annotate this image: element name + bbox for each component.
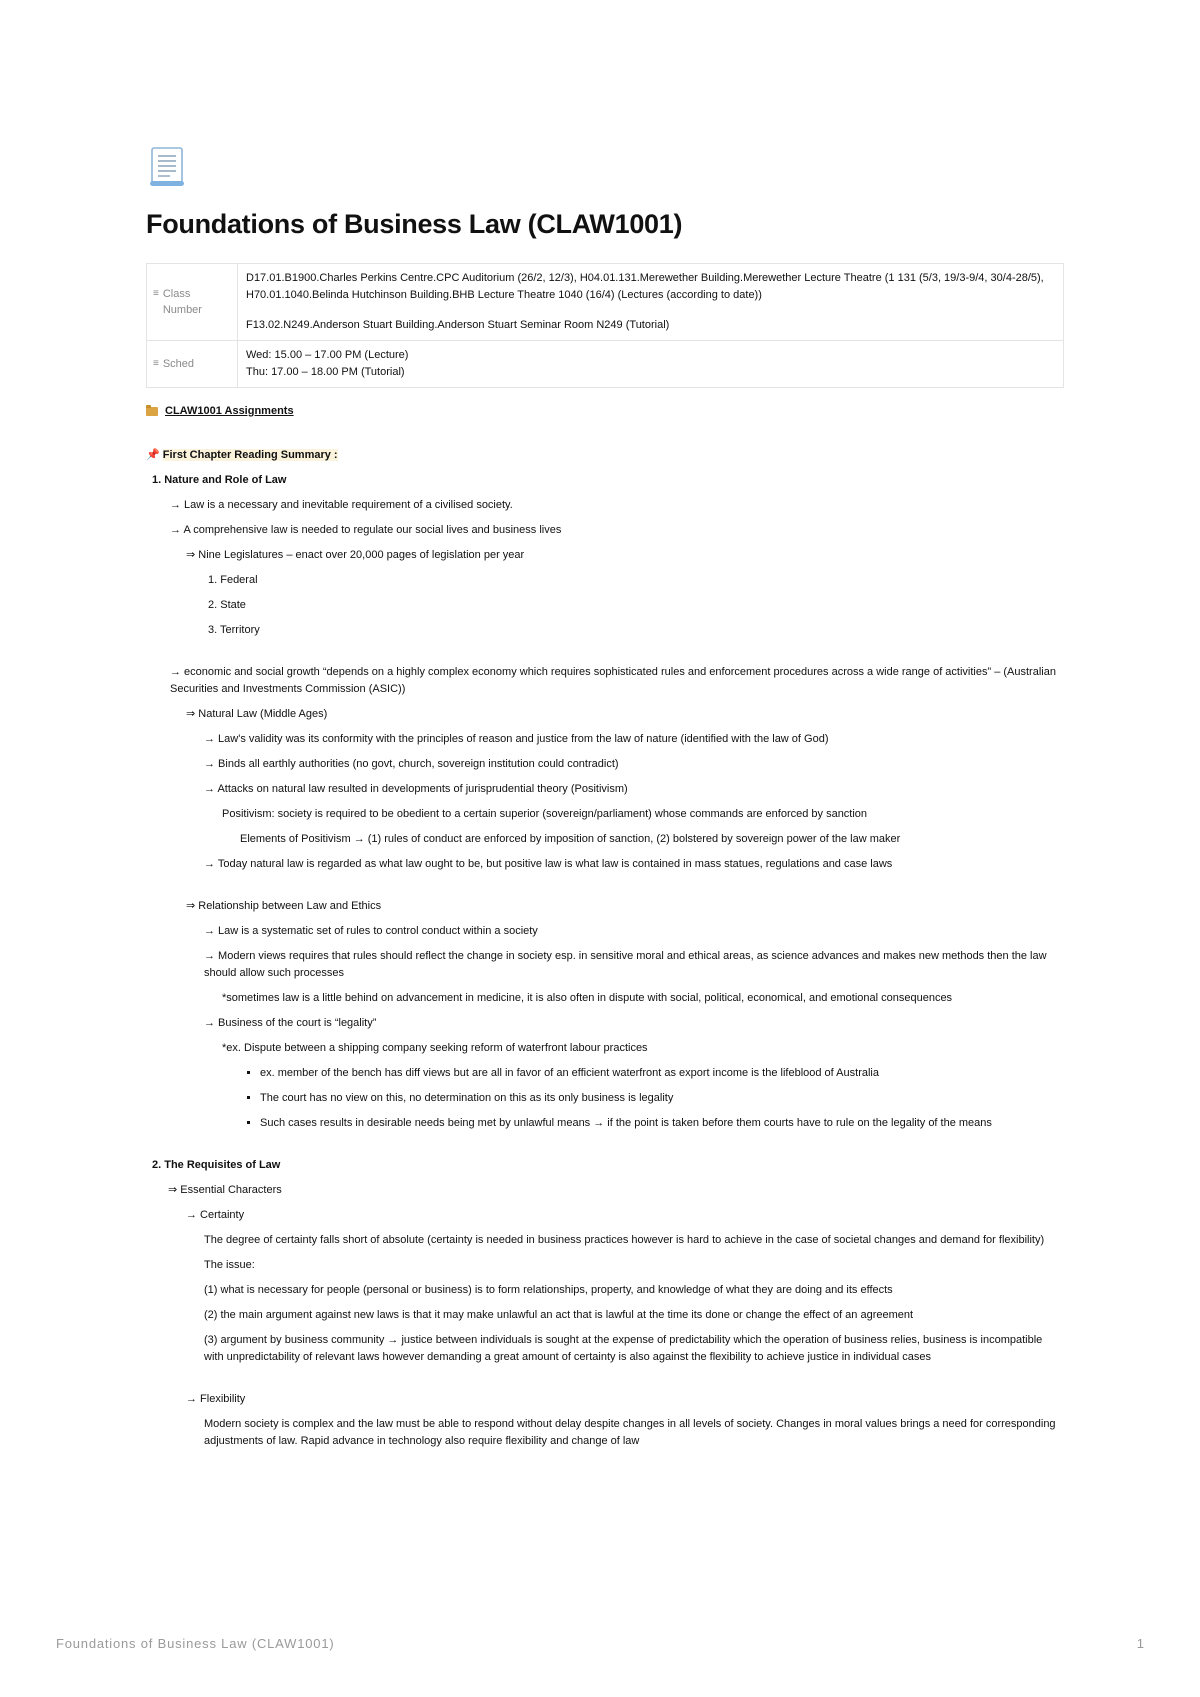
note-line: → A comprehensive law is needed to regulate our social lives and business lives <box>170 524 562 536</box>
note-line: (2) the main argument against new laws is that it may make unlawful an act that is lawful at the time its done or change the effect of an agreement <box>204 1309 914 1321</box>
assignments-link[interactable]: CLAW1001 Assignments <box>165 405 294 417</box>
note-line: → Business of the court is “legality” <box>204 1017 377 1029</box>
note-line: → economic and social growth “depends on a highly complex economy which requires sophisticated rules and enforcement procedures across a wide range of activities” – (Australian Securities and Investments Commission (ASIC)) <box>170 666 1056 695</box>
footer-title: Foundations of Business Law (CLAW1001) <box>56 1636 335 1651</box>
document-icon <box>148 146 188 188</box>
property-name <box>147 264 238 341</box>
page-number: 1 <box>1136 1636 1144 1651</box>
text-property-icon: ≡ <box>153 358 159 369</box>
assignments-link-row <box>146 402 1064 420</box>
list-item: ▪ The court has no view on this, no determination on this as its only business is legality <box>260 1090 1064 1107</box>
note-line: → Certainty <box>186 1209 245 1221</box>
section-callout <box>146 447 1064 464</box>
pushpin-icon: 📌 <box>146 449 160 461</box>
list-item: ▪ Such cases results in desirable needs being met by unlawful means → if the point is taken before them courts have to rule on the legality of the means <box>260 1115 1064 1132</box>
note-line: *sometimes law is a little behind on advancement in medicine, it is also often in dispute with social, political, economical, and emotional consequences <box>222 992 953 1004</box>
page <box>146 146 1064 1458</box>
note-line: (3) argument by business community → justice between individuals is sought at the expense of predictability which the operation of business relies, business is incompatible with unpredictability of relevant laws however demanding a great amount of certainty is also against the flexibility to achieve justice in individual cases <box>204 1334 1043 1363</box>
sched-lecture: Wed: 15.00 – 17.00 PM (Lecture) <box>246 349 409 361</box>
folder-icon <box>146 407 158 416</box>
property-label: Class Number <box>162 288 202 316</box>
property-row-class-number <box>147 264 1064 341</box>
note-line: Modern society is complex and the law must be able to respond without delay despite changes in all levels of society. Changes in moral values brings a need for corresponding adjustments of law. Rapid advance in technology also require flexibility and change of law <box>204 1418 1056 1447</box>
note-line: *ex. Dispute between a shipping company seeking reform of waterfront labour practices <box>222 1042 648 1054</box>
note-line: Elements of Positivism → (1) rules of conduct are enforced by imposition of sanction, (2) bolstered by sovereign power of the law maker <box>240 833 901 845</box>
note-line: The degree of certainty falls short of absolute (certainty is needed in business practices however is hard to achieve in the case of societal changes and demand for flexibility) <box>204 1234 1045 1246</box>
class-number-tutorial: F13.02.N249.Anderson Stuart Building.Anderson Stuart Seminar Room N249 (Tutorial) <box>246 319 670 331</box>
example-list <box>146 1065 1064 1132</box>
note-line: → Modern views requires that rules should reflect the change in society esp. in sensitive moral and ethical areas, as science advances and makes new methods then the law should allow such processes <box>204 950 1047 979</box>
property-row-sched <box>147 341 1064 388</box>
heading-requisites: 2. The Requisites of Law <box>152 1159 281 1171</box>
text-property-icon: ≡ <box>153 288 159 299</box>
note-line: ⇒ Essential Characters <box>168 1184 282 1196</box>
note-line: → Today natural law is regarded as what law ought to be, but positive law is what law is contained in mass statues, regulations and case laws <box>204 858 893 870</box>
note-line: ⇒ Natural Law (Middle Ages) <box>186 708 328 720</box>
callout-text: First Chapter Reading Summary : <box>162 449 338 461</box>
sched-tutorial: Thu: 17.00 – 18.00 PM (Tutorial) <box>246 366 405 378</box>
note-line: → Attacks on natural law resulted in developments of jurisprudential theory (Positivism) <box>204 783 628 795</box>
page-title: Foundations of Business Law (CLAW1001) <box>146 209 683 239</box>
note-line: → Law is a necessary and inevitable requirement of a civilised society. <box>170 499 513 511</box>
note-line: → Law is a systematic set of rules to control conduct within a society <box>204 925 538 937</box>
property-name <box>147 341 238 388</box>
heading-nature-role: 1. Nature and Role of Law <box>152 474 287 486</box>
list-item: 1. Federal <box>208 574 258 586</box>
property-label: Sched <box>162 358 195 370</box>
note-line: → Flexibility <box>186 1393 246 1405</box>
note-line: Positivism: society is required to be obedient to a certain superior (sovereign/parliament) whose commands are enforced by sanction <box>222 808 868 820</box>
notes-body <box>146 447 1064 1450</box>
list-item: 3. Territory <box>208 624 260 636</box>
note-line: → Law's validity was its conformity with the principles of reason and justice from the law of nature (identified with the law of God) <box>204 733 829 745</box>
class-number-lectures: D17.01.B1900.Charles Perkins Centre.CPC Auditorium (26/2, 12/3), H04.01.131.Merewether Building.Merewether Lecture Theatre (1 131 (5/3, 19/3-9/4, 30/4-28/5), H70.01.1040.Belinda Hutchinson Building.BHB Lecture Theatre 1040 (16/4) (Lectures (according to date)) <box>246 272 1044 301</box>
property-value-sched[interactable] <box>238 341 1064 388</box>
list-item: ▪ ex. member of the bench has diff views but are all in favor of an efficient waterfront as export income is the lifeblood of Australia <box>260 1065 1064 1082</box>
properties-table <box>146 263 1064 388</box>
list-item: 2. State <box>208 599 246 611</box>
property-value-class-number[interactable] <box>238 264 1064 341</box>
note-line: ⇒ Relationship between Law and Ethics <box>186 900 382 912</box>
note-line: The issue: <box>204 1259 255 1271</box>
note-line: ⇒ Nine Legislatures – enact over 20,000 pages of legislation per year <box>186 549 525 561</box>
note-line: → Binds all earthly authorities (no govt, church, sovereign institution could contradict) <box>204 758 619 770</box>
note-line: (1) what is necessary for people (personal or business) is to form relationships, property, and knowledge of what they are doing and its effects <box>204 1284 893 1296</box>
